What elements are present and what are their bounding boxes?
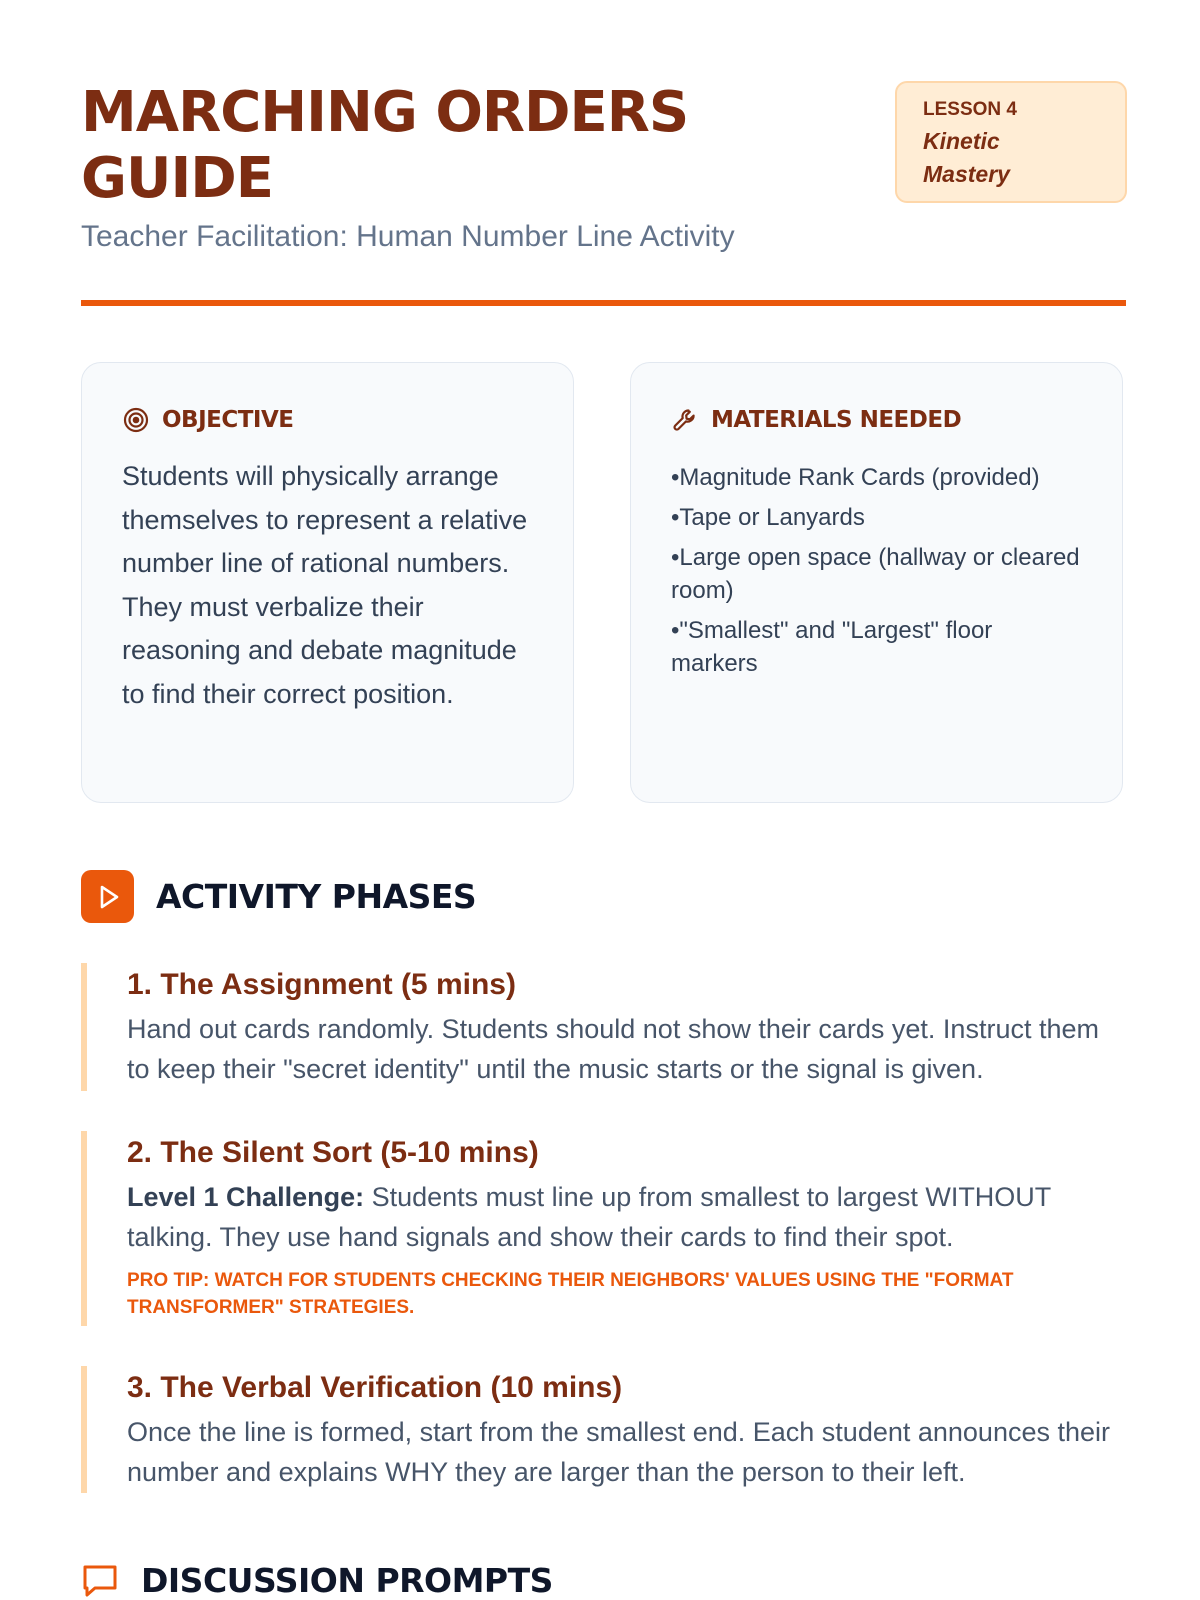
page-title [81,80,781,212]
phase-title: 2. The Silent Sort (5-10 mins) [127,1136,539,1169]
wrench-icon [671,406,699,434]
phase-text: Hand out cards randomly. Students should not show their cards yet. Instruct them to keep their "secret identity" until the music starts or the signal is given. [127,1014,1099,1084]
phase-item [81,1366,1126,1493]
phase-title: 1. The Assignment (5 mins) [127,968,516,1001]
list-item: •Tape or Lanyards [671,504,865,531]
objective-card [81,362,574,803]
page-header [81,80,1126,253]
phase-item [81,963,1126,1091]
objective-header [122,405,533,435]
materials-header [671,405,1082,435]
discussion-prompts-title: DISCUSSION PROMPTS [141,1561,553,1600]
discussion-prompts-header [81,1561,553,1600]
phase-lead: Level 1 Challenge: [127,1182,365,1212]
objective-title: OBJECTIVE [162,407,294,433]
activity-phases-title: ACTIVITY PHASES [156,877,477,916]
materials-card [630,362,1123,803]
list-item: •Magnitude Rank Cards (provided) [671,464,1040,491]
list-item: •Large open space (hallway or cleared room) [671,544,1080,604]
pro-tip: PRO TIP: WATCH FOR STUDENTS CHECKING THEIR NEIGHBORS' VALUES USING THE "FORMAT TRANSFORMER" STRATEGIES. [127,1270,1014,1318]
lesson-name-line-1: Kinetic [923,128,1000,154]
activity-phases-header [81,870,476,923]
chat-bubble-icon [81,1562,119,1600]
materials-title: MATERIALS NEEDED [711,407,962,433]
play-icon [81,870,134,923]
lesson-name-line-2: Mastery [923,161,1010,187]
phase-text: Once the line is formed, start from the smallest end. Each student announces their number and explains WHY they are larger than the person to their left. [127,1417,1111,1487]
target-icon [122,406,150,434]
header-divider [81,300,1126,306]
objective-text: Students will physically arrange themselves to represent a relative number line of rational numbers. They must verbalize their reasoning and debate magnitude to find their correct position. [122,461,528,709]
lesson-badge [895,81,1127,203]
lesson-label: LESSON 4 [923,99,1017,120]
phase-title: 3. The Verbal Verification (10 mins) [127,1371,623,1404]
materials-list [671,461,1082,680]
page-title-line-2: GUIDE [81,146,274,211]
phase-item [81,1131,1126,1326]
page-title-line-1: MARCHING ORDERS [81,80,689,145]
phase-text: Level 1 Challenge: Students must line up from smallest to largest WITHOUT talking. They use hand signals and show their cards to find their spot. [127,1182,1051,1252]
list-item: •"Smallest" and "Largest" floor markers [671,617,993,677]
page-subtitle: Teacher Facilitation: Human Number Line Activity [81,220,735,253]
